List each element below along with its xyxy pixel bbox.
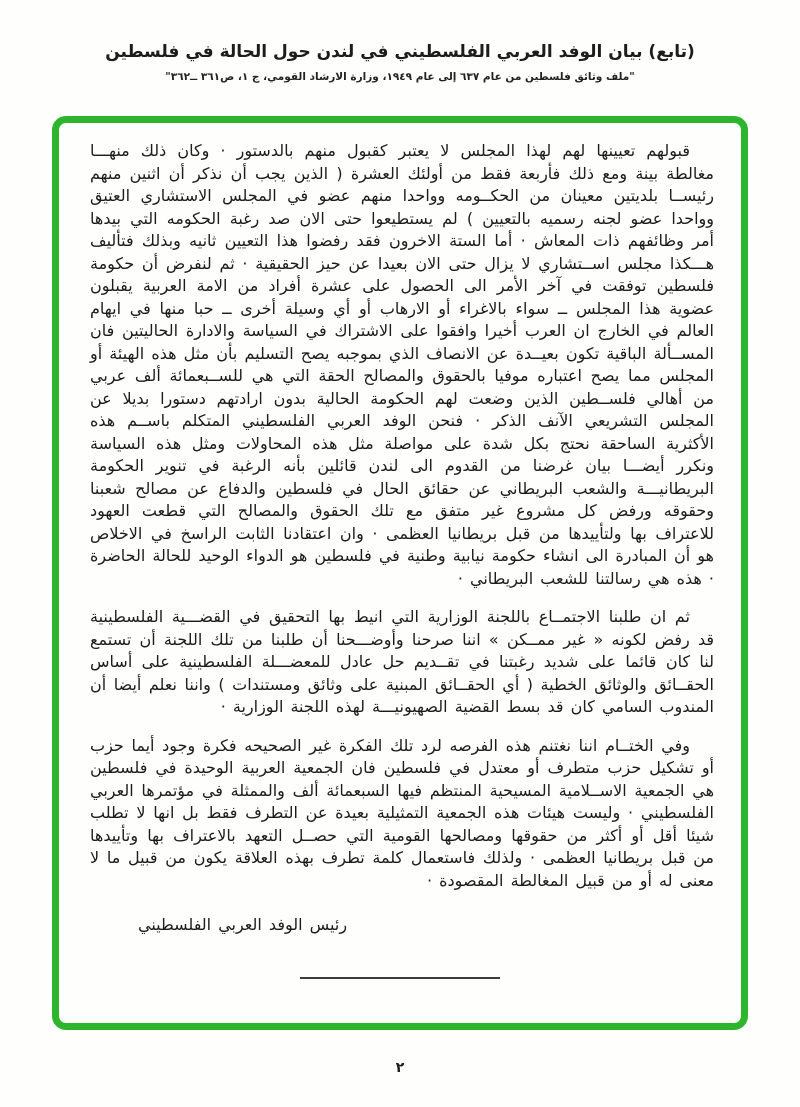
- page-number: ٢: [395, 1060, 405, 1076]
- body-paragraph: قبولهم تعيينها لهم لهذا المجلس لا يعتبر كقبول منهم بالدستور · وكان ذلك منهـــا مغالطة بينة ومع ذلك فأربعة فقط من أولئك العشرة ( الذين يجب أن نذكر أن اثنين منهم رئيســا بلديتين معينان من الحكــومه وواحدا منهم عضو في المجلس الاستشاري العتيق وواحدا عضو لجنه رسميه بالتعيين ) لم يستطيعوا حتى الان صد رغبة الحكومه التي بيدها أمر وظائفهم ذات المعاش · أما الستة الاخرون فقد رفضوا هذا التعيين ثانيه وبذلك فتأليف هـــكذا مجلس اســتشاري لا يزال حتى الان بعيدا عن حيز الحقيقية · ثم لنفرض أن حكومة فلسطين توفقت في آخر الأمر الى الحصول على عشرة أفراد من الامة العربية يقبلون عضوية هذا المجلس ــ سواء بالاغراء أو الارهاب أو أي وسيلة أخرى ــ حبا منها في ايهام العالم في الخارج ان العرب أخيرا وافقوا على الاشتراك في السياسة والادارة الحاليتين فان المســألة الباقية تكون بعيــدة عن الانصاف الذي بموجبه يصح التسليم بأن مثل هذه الهيئة أو المجلس مما يصح اعتباره موفيا بالحقوق والمصالح الحقة التي هي للســبعمائة ألف عربي من أهالي فلســطين الذين وضعت لهم الحكومة الحالية بدون ارادتهم دستورا بديلا عن المجلس التشريعي الآنف الذكر · فنحن الوفد العربي الفلسطيني المتكلم باســم هذه الأكثرية الساحقة نحتج بكل شدة على مواصلة مثل هذه المحاولات ومثل هذه السياسة ونكرر أيضـــا بيان غرضنا من القدوم الى لندن قائلين بأنه الرغبة في تنوير الحكومة البريطانيـــة والشعب البريطاني عن حقائق الحال في فلسطين والدفاع عن مصالح شعبنا وحقوقه ورفض كل مشروع غير متفق مع تلك الحقوق والمصالح التي قطعت العهود للاعتراف بها ولتأييدها من قبل بريطانيا العظمى · وان اعتقادنا الثابت الراسخ في الاخلاص هو أن المبادرة الى انشاء حكومة نيابية وطنية في فلسطين هو الدواء الوحيد للحالة الحاضرة · هذه هي رسالتنا للشعب البريطاني ·: [90, 141, 714, 588]
- body-paragraph: وفي الختــام اننا نغتنم هذه الفرصه لرد تلك الفكرة غير الصحيحه فكرة وجود أيما حزب أو تشكيل حزب متطرف أو معتدل في فلسطين فان الجمعية العربية الوحيدة في فلسطين هي الجمعية الاســلامية المسيحية المنتظم فيها السبعمائة ألف والممثلة في مؤتمرها العربي الفلسطيني · وليست هيئات هذه الجمعية التمثيلية بعيدة عن التطرف فقط بل انها لا تطلب شيئا أقل أو أكثر من حقوقها ومصالحها القومية التي حصــل التعهد بالاعتراف بها وتأييدها من قبل بريطانيا العظمى · ولذلك فاستعمال كلمة تطرف بهذه العلاقة يكون من قبيل ما لا معنى له أو من قبيل المغالطة المقصودة ·: [90, 735, 714, 890]
- document-body: [59, 123, 741, 937]
- body-paragraph: ثم ان طلبنا الاجتمــاع باللجنة الوزارية التي انيط بها التحقيق في القضـــية الفلسطينية قد رفض لكونه « غير ممــكن » اننا صرحنا وأوضـــحنا أن طلبنا من تلك اللجنة أن تستمع لنا كان قائما على شديد رغبتنا في تقــديم حل عادل للمعضـــلة الفلسطينية على أساس الحقــائق والوثائق الخطية ( أي الحقــائق المبنية على وثائق ومستندات ) واننا نعلم أيضا أن المندوب السامي كان قد بسط القضية الصهيونيـــة لهذه اللجنة الوزارية ·: [90, 607, 714, 716]
- page-title: (تابع) بيان الوفد العربي الفلسطيني في لندن حول الحالة في فلسطين: [105, 42, 695, 62]
- closing-rule: [300, 977, 500, 979]
- page-frame: [52, 116, 748, 1030]
- page-header: [0, 0, 800, 83]
- signature-line: رئيس الوفد العربي الفلسطيني: [138, 915, 348, 934]
- source-citation: "ملف وثائق فلسطين من عام ٦٣٧ إلى عام ١٩٤٩، وزارة الارشاد القومي، ج ١، ص٣٦١ ــ٣٦٢": [165, 71, 635, 83]
